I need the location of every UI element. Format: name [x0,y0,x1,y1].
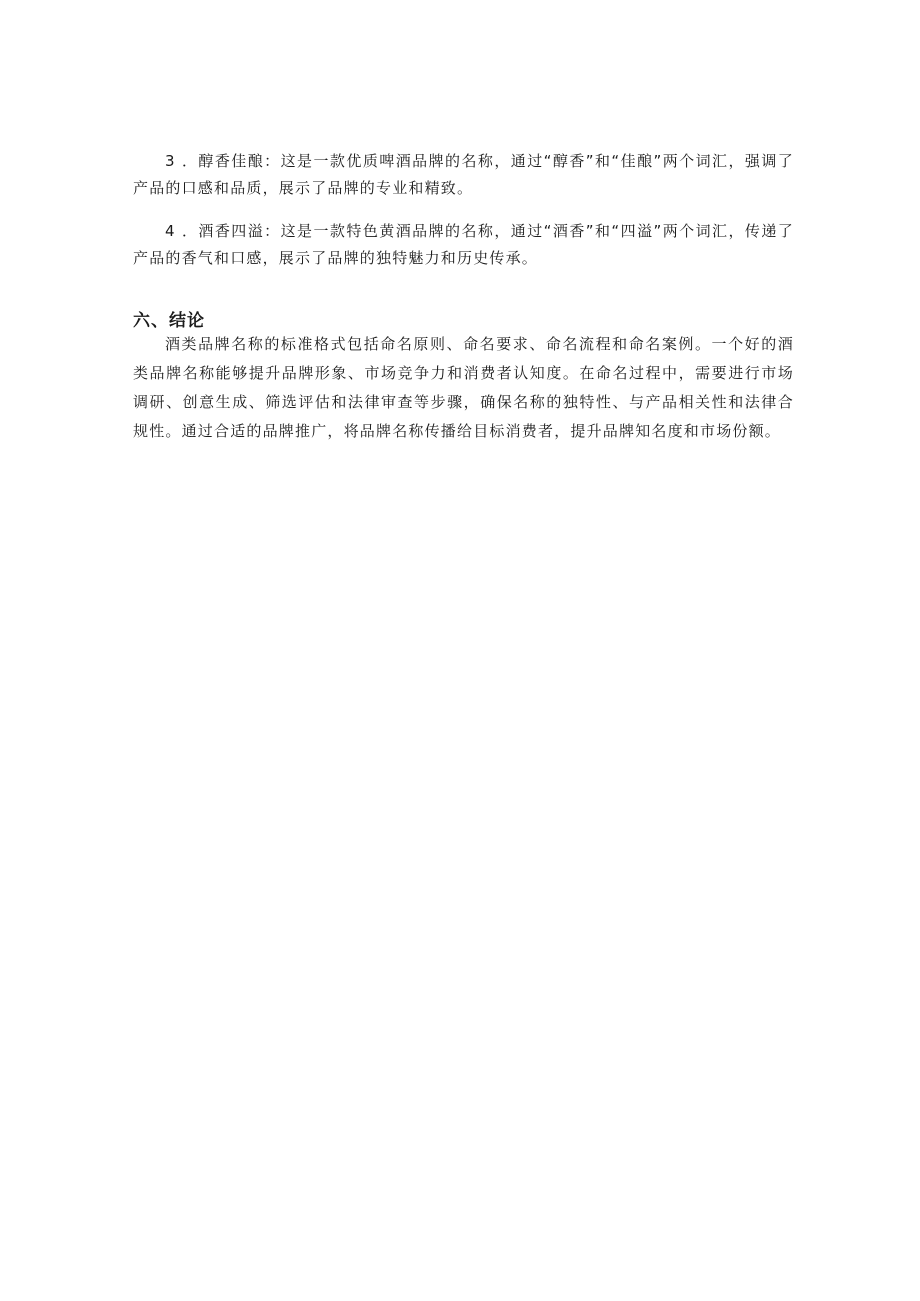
conclusion-paragraph [133,330,794,446]
list-item-text: ．醇香佳酿：这是一款优质啤酒品牌的名称，通过“醇香”和“佳酿”两个词汇，强调了产品的口感和品质，展示了品牌的专业和精致。 [133,152,795,197]
conclusion-text: 酒类品牌名称的标准格式包括命名原则、命名要求、命名流程和命名案例。一个好的酒类品牌名称能够提升品牌形象、市场竞争力和消费者认知度。在命名过程中，需要进行市场调研、创意生成、筛选评估和法律审查等步骤，确保名称的独特性、与产品相关性和法律合规性。通过合适的品牌推广，将品牌名称传播给目标消费者，提升品牌知名度和市场份额。 [133,335,794,440]
list-item-number: 4 [165,222,176,240]
list-item-4 [133,218,794,272]
list-item-number: 3 [165,152,176,170]
list-item-3 [133,148,794,202]
list-item-text: ．酒香四溢：这是一款特色黄酒品牌的名称，通过“酒香”和“四溢”两个词汇，传递了产品的香气和口感，展示了品牌的独特魅力和历史传承。 [133,222,795,267]
section-heading: 六、结论 [133,311,205,331]
